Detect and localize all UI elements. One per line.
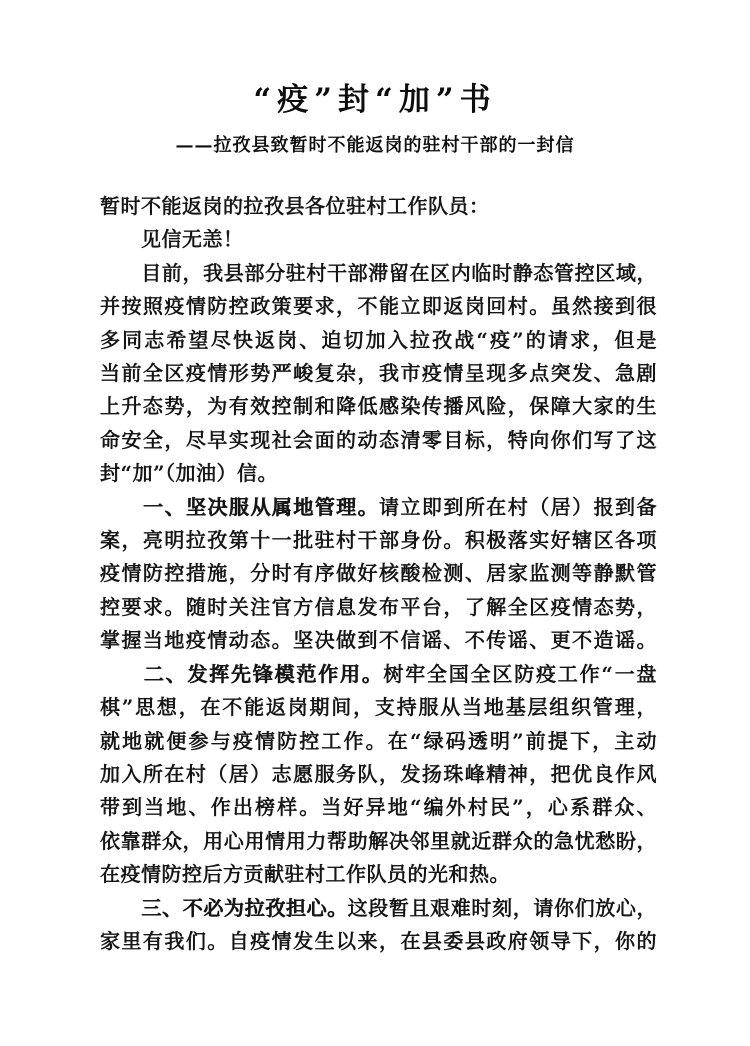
letter-line: [100, 290, 657, 323]
letter-line: [100, 758, 657, 791]
letter-line: [100, 324, 657, 357]
document-subtitle: ——拉孜县致暂时不能返岗的驻村干部的一封信: [175, 135, 575, 156]
line-text: 这段暂且艰难时刻，请你们放心，: [347, 895, 658, 920]
line-text: 带到当地、作出榜样。当好异地“编外村民”，心系群众、: [100, 795, 657, 820]
line-text: 多同志希望尽快返岗、迫切加入拉孜战“疫”的请求，但是: [100, 327, 657, 352]
letter-line: [100, 524, 657, 557]
letter-line: [100, 390, 657, 423]
letter-line: [100, 925, 657, 958]
line-text: 暂时不能返岗的拉孜县各位驻村工作队员：: [100, 194, 490, 218]
letter-line: [100, 491, 657, 524]
line-text: 请立即到所在村（居）报到备: [378, 494, 658, 519]
line-text: 掌握当地疫情动态。坚决做到不信谣、不传谣、更不造谣。: [100, 628, 657, 653]
letter-body: [100, 190, 657, 958]
section-lead: 一、坚决服从属地管理。: [100, 494, 379, 519]
letter-line: [100, 357, 657, 390]
letter-line: [100, 591, 657, 624]
line-text: 在疫情防控后方贡献驻村工作队员的光和热。: [100, 862, 510, 887]
line-text: 目前，我县部分驻村干部滞留在区内临时静态管控区域，: [100, 260, 657, 285]
letter-line: [100, 624, 657, 657]
line-text: 控要求。随时关注官方信息发布平台，了解全区疫情态势，: [100, 594, 657, 619]
letter-line: [100, 190, 657, 223]
document-title: “疫”封“加”书: [253, 82, 497, 118]
letter-line: [100, 825, 657, 858]
line-text: 加入所在村（居）志愿服务队，发扬珠峰精神，把优良作风: [100, 761, 657, 786]
letter-line: [100, 725, 657, 758]
line-text: 棋”思想，在不能返岗期间，支持服从当地基层组织管理，: [100, 695, 657, 720]
letter-line: [100, 457, 657, 490]
line-text: 树牢全国全区防疫工作“一盘: [383, 661, 658, 686]
section-lead: 三、不必为拉孜担心。: [100, 895, 348, 920]
letter-line: [100, 658, 657, 691]
line-text: 当前全区疫情形势严峻复杂，我市疫情呈现多点突发、急剧: [100, 361, 657, 386]
line-text: 依靠群众，用心用情用力帮助解决邻里就近群众的急忧愁盼，: [100, 828, 657, 853]
letter-line: [100, 858, 657, 891]
line-text: 命安全，尽早实现社会面的动态清零目标，特向你们写了这: [100, 427, 657, 452]
letter-line: [100, 791, 657, 824]
line-text: 家里有我们。自疫情发生以来，在县委县政府领导下，你的: [100, 928, 657, 953]
line-text: 疫情防控措施，分时有序做好核酸检测、居家监测等静默管: [100, 561, 657, 586]
line-text: 案，亮明拉孜第十一批驻村干部身份。积极落实好辖区各项: [100, 528, 657, 553]
letter-line: [100, 223, 657, 256]
section-lead: 二、发挥先锋模范作用。: [100, 661, 384, 686]
line-text: 并按照疫情防控政策要求，不能立即返岗回村。虽然接到很: [100, 294, 657, 319]
line-text: 上升态势，为有效控制和降低感染传播风险，保障大家的生: [100, 394, 657, 419]
letter-line: [100, 691, 657, 724]
line-text: 封“加”（加油）信。: [100, 461, 279, 486]
letter-line: [100, 892, 657, 925]
line-text: 就地就便参与疫情防控工作。在“绿码透明”前提下，主动: [100, 728, 657, 753]
letter-line: [100, 557, 657, 590]
letter-line: [100, 257, 657, 290]
line-text: 见信无恙！: [100, 227, 244, 252]
letter-line: [100, 424, 657, 457]
